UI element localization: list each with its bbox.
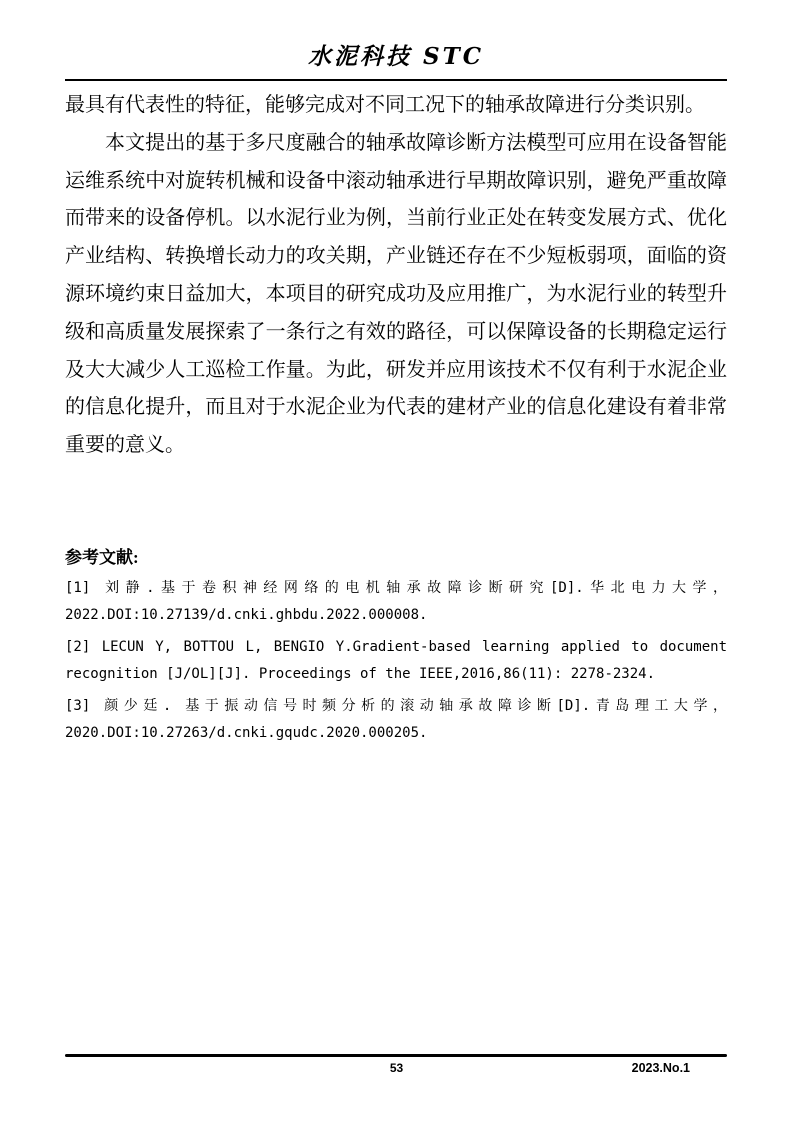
body-text (65, 87, 727, 465)
footer-rule (65, 1054, 727, 1057)
body-paragraph: 本文提出的基于多尺度融合的轴承故障诊断方法模型可应用在设备智能运维系统中对旋转机械和设备中滚动轴承进行早期故障识别，避免严重故障而带来的设备停机。以水泥行业为例，当前行业正处在转变发展方式、优化产业结构、转换增长动力的攻关期，产业链还存在不少短板弱项，面临的资源环境约束日益加大，本项目的研究成功及应用推广，为水泥行业的转型升级和高质量发展探索了一条行之有效的路径，可以保障设备的长期稳定运行及大大减少人工巡检工作量。为此，研发并应用该技术不仅有利于水泥企业的信息化提升，而且对于水泥企业为代表的建材产业的信息化建设有着非常重要的意义。 (65, 131, 727, 457)
reference-item-3: [3] 颜少廷. 基于振动信号时频分析的滚动轴承故障诊断[D].青岛理工大学，2020.DOI:10.27263/d.cnki.gqudc.2020.000205. (65, 697, 727, 742)
paragraph-continued-line: 最具有代表性的特征，能够完成对不同工况下的轴承故障进行分类识别。 (65, 94, 705, 116)
journal-title: 水泥科技 STC (307, 43, 485, 70)
page-number: 53 (389, 1061, 404, 1075)
reference-item-1: [1] 刘静.基于卷积神经网络的电机轴承故障诊断研究[D].华北电力大学，2022.DOI:10.27139/d.cnki.ghbdu.2022.000008. (65, 579, 727, 624)
page-content (65, 0, 727, 748)
references-heading: 参考文献: (65, 547, 139, 567)
reference-item-2: [2] LECUN Y, BOTTOU L, BENGIO Y.Gradient-based learning applied to document recognition [J/OL][J]. Proceedings of the IEEE,2016,86(11): 2278-2324. (65, 638, 727, 683)
references-section (65, 545, 727, 748)
header-rule (65, 79, 727, 81)
issue-label: 2023.No.1 (631, 1061, 690, 1075)
